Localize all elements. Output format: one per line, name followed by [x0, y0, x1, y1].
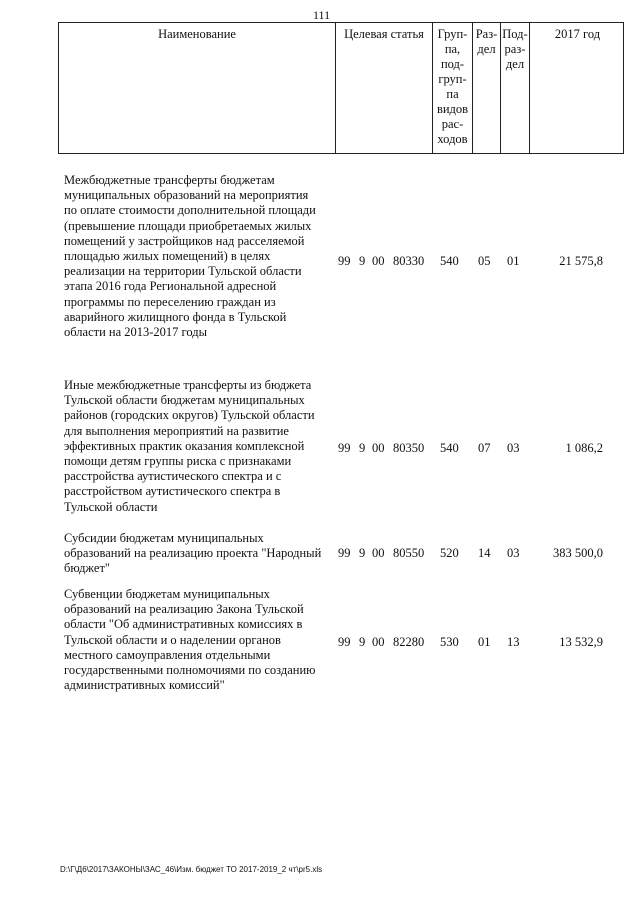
row-name-line: эффективных практик оказания комплексной — [64, 438, 305, 453]
row-name-line: (превышение площади приобретаемых жилых — [64, 218, 312, 233]
row-article-3: 00 — [372, 635, 385, 649]
row-name-line: Субсидии бюджетам муниципальных — [64, 531, 264, 545]
table-header — [58, 22, 624, 154]
header-section-line: Раз- — [475, 27, 498, 41]
row-article-1: 99 — [338, 441, 351, 455]
row-group: 530 — [440, 635, 459, 649]
row-article-2: 9 — [359, 635, 366, 649]
row-name-line: области "Об административных комиссиях в — [64, 617, 303, 632]
header-subsection-line: Под- — [502, 27, 528, 41]
row-name-line: области на 2013-2017 годы — [64, 325, 208, 340]
row-article-1: 99 — [338, 254, 351, 268]
header-name: Наименование — [158, 27, 236, 41]
row-amount: 21 575,8 — [559, 254, 603, 268]
page-number: 111 — [313, 8, 331, 22]
row-article-3: 00 — [372, 254, 385, 268]
row-name-line: образований на реализацию проекта "Народный — [64, 546, 322, 561]
row-name-line: государственными полномочиями по созданию — [64, 663, 316, 678]
row-article-4: 80550 — [393, 546, 425, 560]
header-group-line: Груп- — [437, 27, 468, 41]
row-name-line: по оплате стоимости дополнительной площади — [64, 203, 316, 218]
row-name-line: Иные межбюджетные трансферты из бюджета — [64, 378, 312, 392]
row-article-4: 82280 — [393, 635, 425, 649]
row-amount: 1 086,2 — [565, 441, 603, 455]
header-group-line: груп- — [438, 72, 467, 86]
row-name-line: аварийного жилищного фонда в Тульской — [64, 309, 287, 324]
header-group-line: под- — [440, 57, 465, 71]
row-group: 520 — [440, 546, 459, 560]
row-name-line: для выполнения мероприятий на развитие — [64, 423, 289, 438]
row-name — [64, 173, 334, 340]
row-article-2: 9 — [359, 441, 366, 455]
row-name — [64, 587, 334, 693]
header-group-line: ходов — [437, 132, 468, 146]
row-article-1: 99 — [338, 635, 351, 649]
row-group: 540 — [440, 441, 459, 455]
header-group-line: па, — [444, 42, 461, 56]
row-name-line: Тульской области бюджетам муниципальных — [64, 393, 305, 408]
header-section-line: дел — [477, 42, 496, 56]
row-subsection: 01 — [507, 254, 520, 268]
row-name-line: этапа 2016 года Региональной адресной — [64, 279, 277, 294]
header-section — [472, 23, 500, 153]
row-article-3: 00 — [372, 441, 385, 455]
row-name-line: бюджет" — [64, 561, 111, 576]
row-name-line: образований на реализацию Закона Тульской — [64, 602, 304, 617]
header-subsection-line: дел — [505, 57, 525, 71]
header-article: Целевая статья — [335, 23, 432, 153]
row-name-line: реализации на территории Тульской области — [64, 264, 302, 279]
header-subsection — [500, 23, 529, 153]
row-subsection: 03 — [507, 546, 520, 560]
row-section: 05 — [478, 254, 491, 268]
header-subsection-line: раз- — [504, 42, 526, 56]
header-group-line: видов — [436, 102, 469, 116]
row-name-line: Тульской области — [64, 499, 158, 514]
header-group-line: па — [446, 87, 459, 101]
row-group: 540 — [440, 254, 459, 268]
row-article-3: 00 — [372, 546, 385, 560]
row-article-2: 9 — [359, 254, 366, 268]
row-name-line: помещений у застройщиков над расселяемой — [64, 233, 305, 248]
row-name — [64, 378, 334, 515]
row-section: 14 — [478, 546, 491, 560]
row-article-4: 80330 — [393, 254, 425, 268]
row-subsection: 13 — [507, 635, 520, 649]
row-name-line: площадью жилых помещений) в целях — [64, 249, 271, 264]
row-name — [64, 531, 334, 577]
row-article-4: 80350 — [393, 441, 425, 455]
row-section: 01 — [478, 635, 491, 649]
row-name-line: расстройством аутистического спектра в — [64, 484, 281, 499]
row-name-line: Межбюджетные трансферты бюджетам — [64, 173, 275, 187]
file-path-footer: D:\Г\Д6\2017\ЗАКОНЫ\ЗАС_46\Изм. бюджет ТО 2017-2019_2 чт\pr5.xls — [60, 865, 323, 874]
row-name-line: программы по переселению граждан из — [64, 294, 276, 309]
row-name-line: расстройства аутистического спектра и с — [64, 469, 282, 484]
row-section: 07 — [478, 441, 491, 455]
row-name-line: местного самоуправления отдельными — [64, 647, 271, 662]
row-name-line: Субвенции бюджетам муниципальных — [64, 587, 270, 601]
row-name-line: муниципальных образований на мероприятия — [64, 188, 309, 203]
row-article-2: 9 — [359, 546, 366, 560]
row-amount: 383 500,0 — [553, 546, 603, 560]
row-amount: 13 532,9 — [559, 635, 603, 649]
header-group-line: рас- — [441, 117, 464, 131]
header-year: 2017 год — [529, 23, 625, 153]
header-group — [432, 23, 472, 153]
row-name-line: районов (городских округов) Тульской области — [64, 408, 315, 423]
row-name-line: помощи детям группы риска с признаками — [64, 454, 292, 469]
row-name-line: Тульской области и о наделении органов — [64, 632, 281, 647]
row-subsection: 03 — [507, 441, 520, 455]
row-name-line: административных комиссий" — [64, 678, 225, 693]
row-article-1: 99 — [338, 546, 351, 560]
